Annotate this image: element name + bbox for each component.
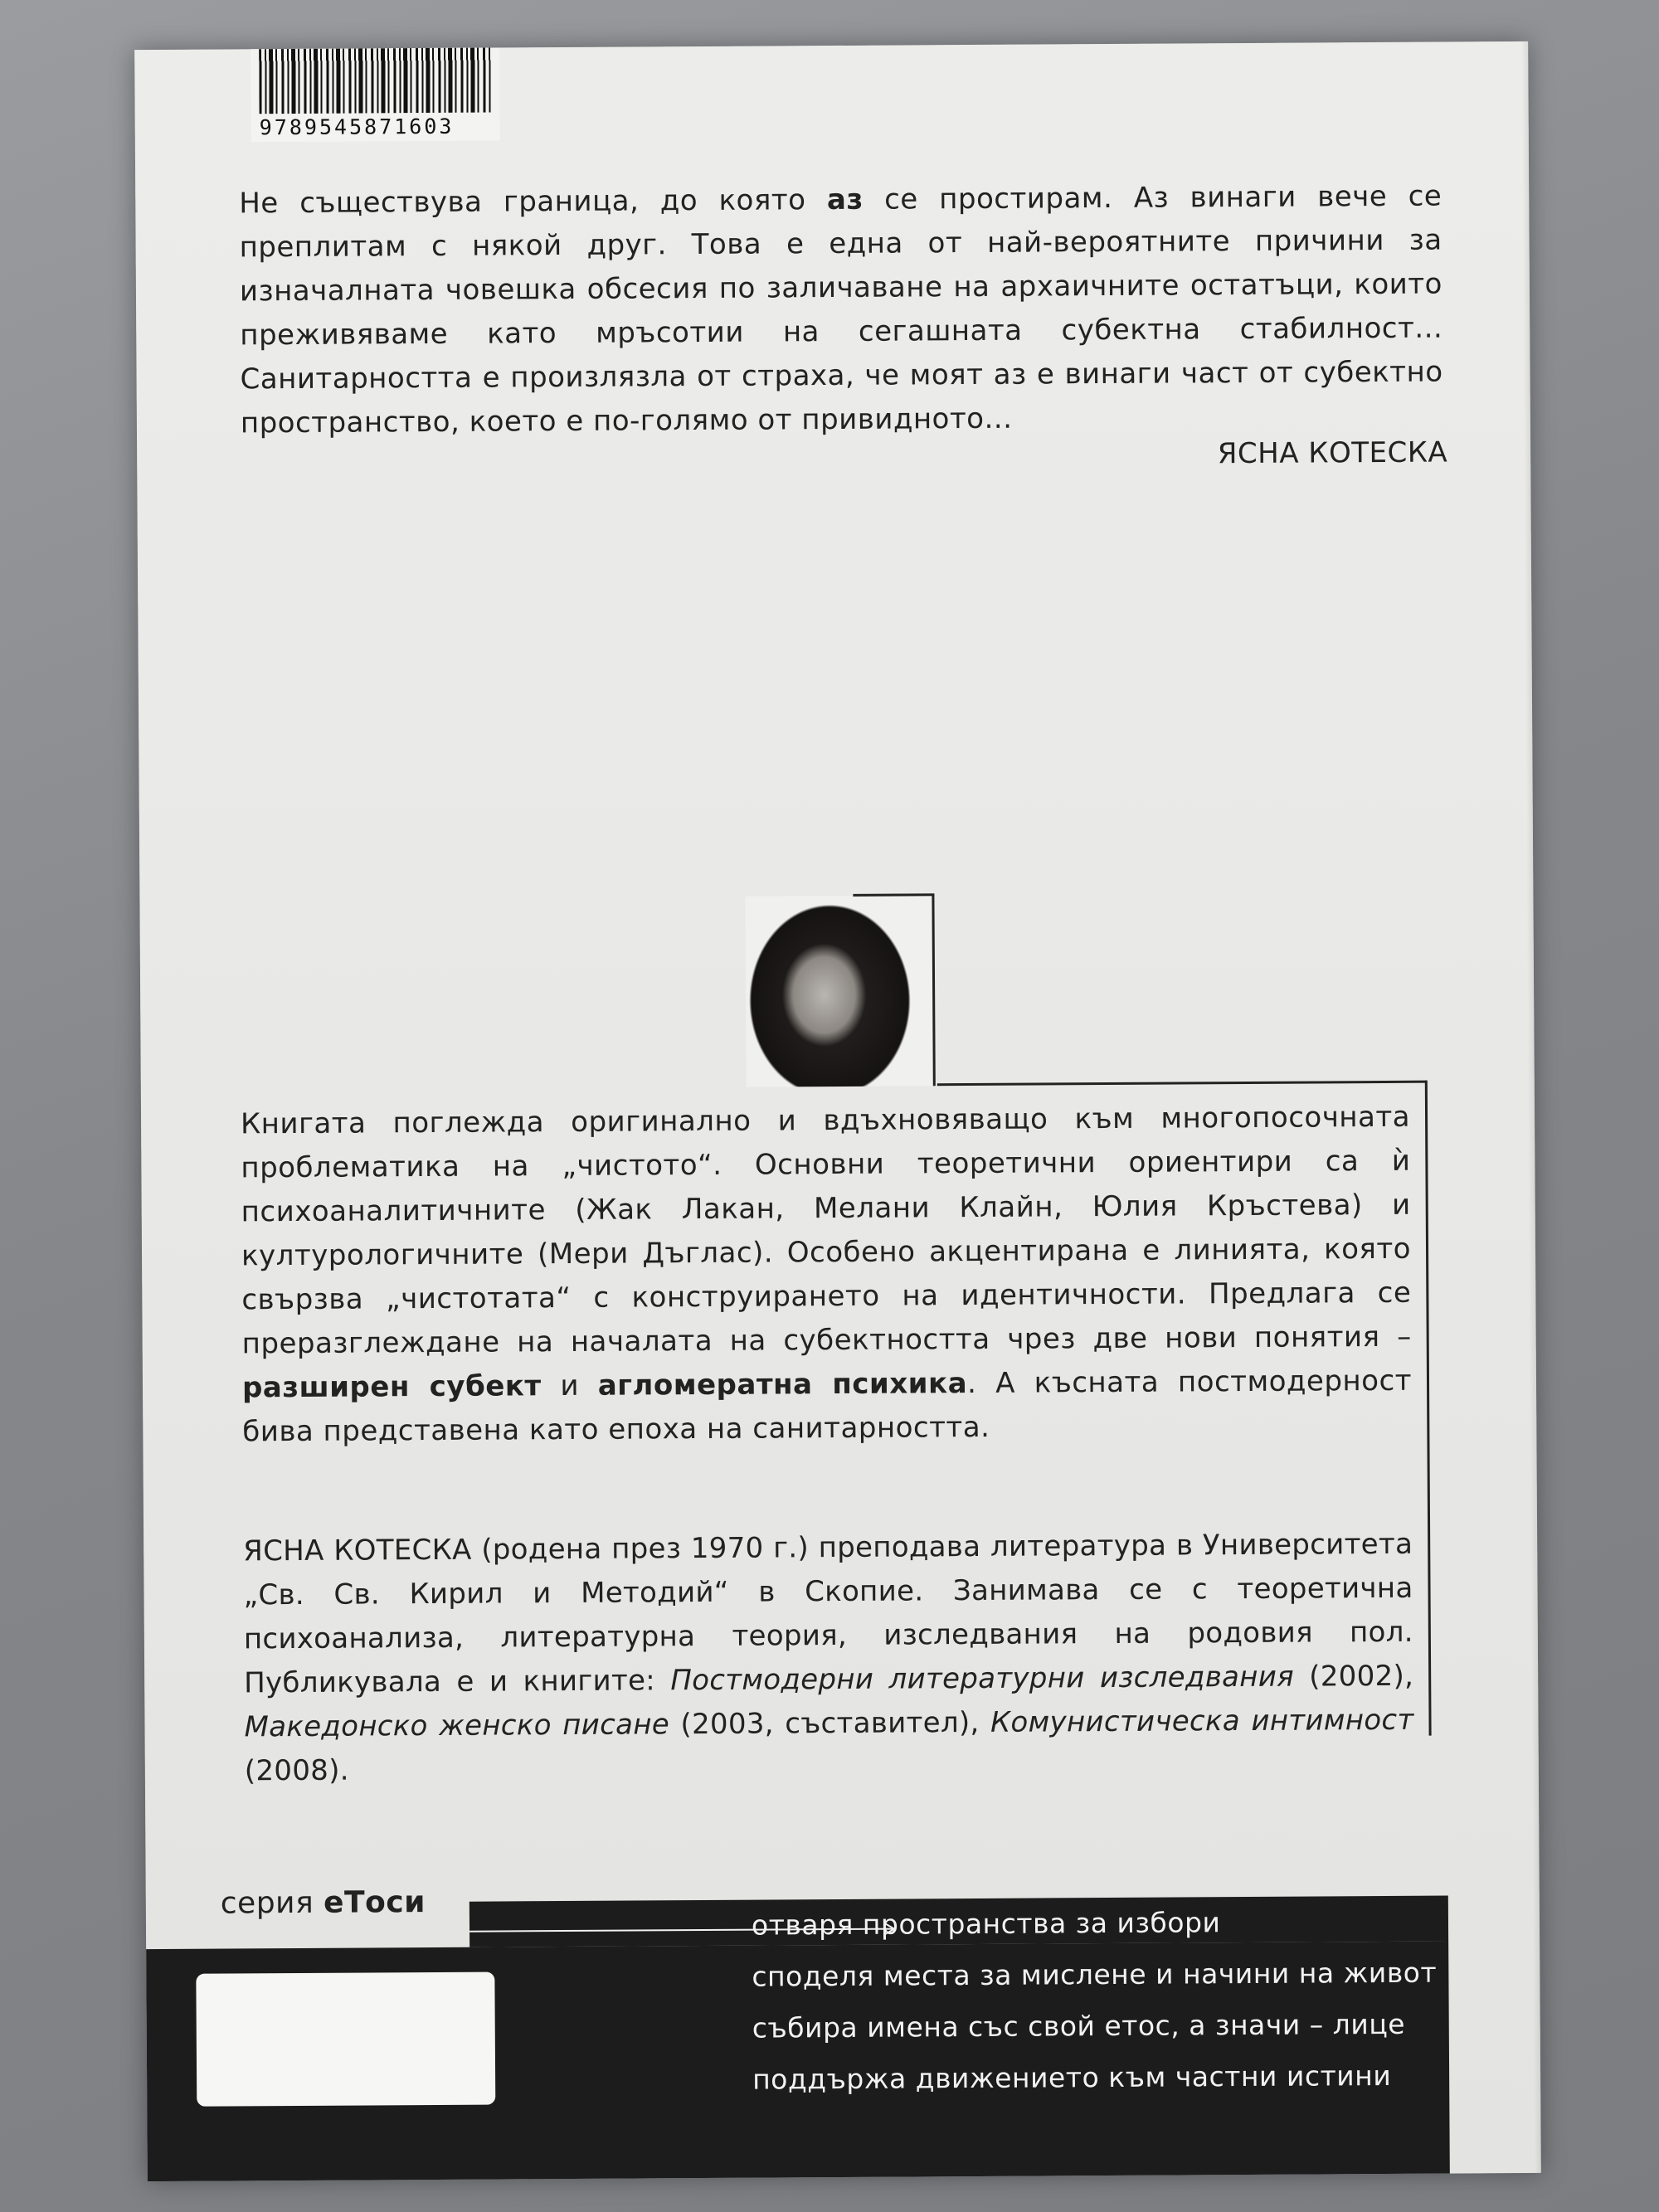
bio-text-2: (2002), <box>1293 1659 1414 1694</box>
series-prefix: серия <box>220 1885 324 1921</box>
description-frame-right-line <box>1425 1081 1432 1736</box>
bio-book-title-1: Постмодерни литературни изследвания <box>670 1660 1295 1698</box>
series-name: eТоси <box>323 1885 426 1920</box>
slogan-line: поддържа движението към частни истини <box>752 2059 1392 2096</box>
description-text-1: Книгата поглежда оригинално и вдъхновяващо към многопосочната проблематика на „чистото“. Основни теоретични ориентири са ѝ психоаналитичните (Жак Лакан, Мелани Клайн, Юлия Кръстева) и културологичните (Мери Дъглас). Особено акцентирана е линията, която свързва „чистотата“ с конструирането на идентичности. Предлага се преразглеждане на началата на субектността чрез две нови понятия – <box>240 1100 1412 1361</box>
bio-book-title-3: Комунистическа интимност <box>990 1703 1414 1739</box>
price-sticker <box>196 1972 495 2107</box>
author-portrait <box>745 895 935 1087</box>
description-term-2: агломератна психика <box>597 1367 968 1403</box>
book-description <box>241 1096 1413 1455</box>
quote-paragraph <box>239 175 1443 446</box>
barcode-bars <box>259 48 491 114</box>
book-back-cover <box>134 41 1541 2181</box>
series-slogans <box>751 1896 1438 2106</box>
description-text-3: . А късната постмодерност бива представена като епоха на санитарността. <box>242 1364 1413 1449</box>
quote-text-end: се простирам. Аз винаги вече се преплитам с някой друг. Това е една от най-вероятните причини за изначалната човешка обсесия по заличаване на архаичните остатъци, които преживяваме като мръсотии на сегашната субектна стабилност... Санитарността е произлязла от страха, че моят аз е винаги част от субектно пространство, което е по-голямо от привидното... <box>239 179 1443 440</box>
isbn-digits: 9789545871603 <box>259 114 455 140</box>
slogan-line: споделя места за мислене и начини на живот <box>752 1956 1438 1993</box>
quote-bold-word: аз <box>826 182 864 217</box>
description-term-1: разширен субект <box>241 1369 542 1405</box>
bio-text-3: (2003, съставител), <box>669 1705 991 1742</box>
quote-text-start: Не съществува граница, до която <box>239 183 828 221</box>
description-frame-top-line <box>937 1081 1427 1087</box>
portrait-frame-line <box>853 893 934 897</box>
slogan-line: събира имена със свой етос, а значи – лице <box>752 2007 1406 2044</box>
quote-author: ЯСНА КОТЕСКА <box>1217 435 1448 471</box>
series-label <box>221 1885 426 1921</box>
bio-book-title-2: Македонско женско писане <box>244 1708 670 1744</box>
author-bio <box>243 1523 1414 1794</box>
bio-text-1: ЯСНА КОТЕСКА (родена през 1970 г.) преподава литература в Университета „Св. Св. Кирил и Методий“ в Скопие. Занимава се с теоретична психоанализа, литературна теория, изследвания на родовия пол. Публикувала е и книгите: <box>243 1527 1413 1700</box>
bio-text-4: (2008). <box>244 1753 349 1788</box>
barcode <box>251 47 500 142</box>
description-text-2: и <box>541 1369 598 1403</box>
slogan-line: отваря пространства за избори <box>751 1906 1221 1942</box>
